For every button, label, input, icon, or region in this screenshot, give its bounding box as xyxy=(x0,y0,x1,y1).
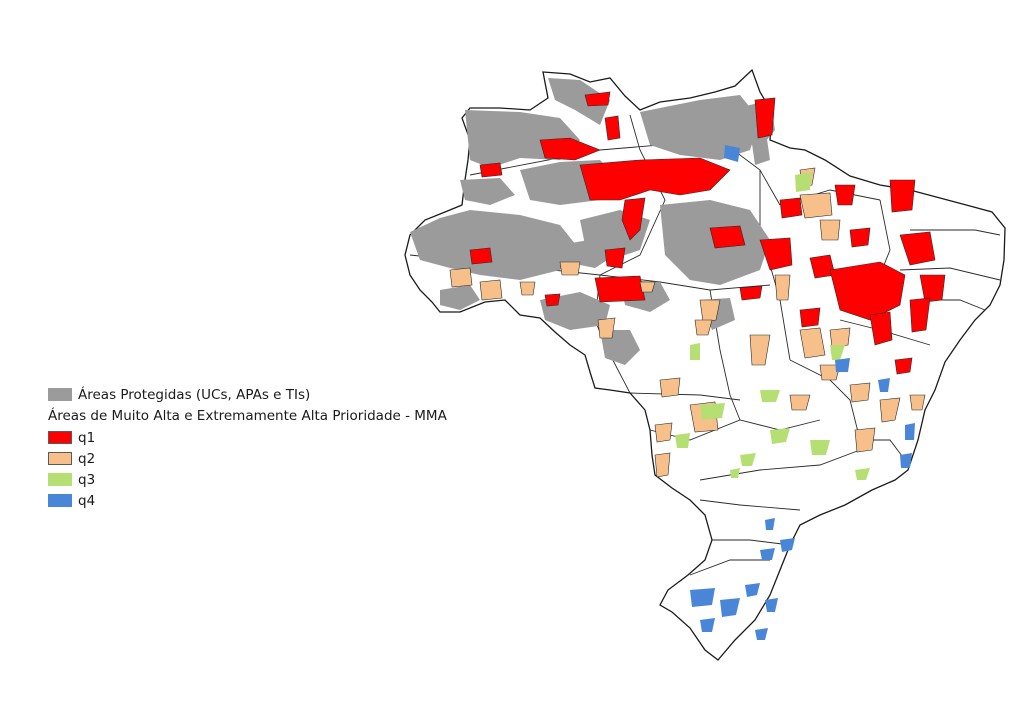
legend-priority-heading: Áreas de Muito Alta e Extremamente Alta Prioridade - MMA xyxy=(48,408,447,424)
legend-label-q4: q4 xyxy=(78,492,96,509)
legend-label-q1: q1 xyxy=(78,429,96,446)
map-legend xyxy=(48,384,447,511)
q1-swatch xyxy=(48,431,72,444)
legend-item-q1 xyxy=(48,427,447,448)
legend-label-q3: q3 xyxy=(78,471,96,488)
q4-swatch xyxy=(48,494,72,507)
legend-item-protected-areas xyxy=(48,384,447,405)
legend-item-q4 xyxy=(48,490,447,511)
legend-item-q2 xyxy=(48,448,447,469)
q2-swatch xyxy=(48,452,72,465)
q3-swatch xyxy=(48,473,72,486)
protected-areas-swatch xyxy=(48,388,72,401)
legend-item-q3 xyxy=(48,469,447,490)
legend-label-q2: q2 xyxy=(78,450,96,467)
legend-label-protected-areas: Áreas Protegidas (UCs, APAs e TIs) xyxy=(78,386,311,403)
